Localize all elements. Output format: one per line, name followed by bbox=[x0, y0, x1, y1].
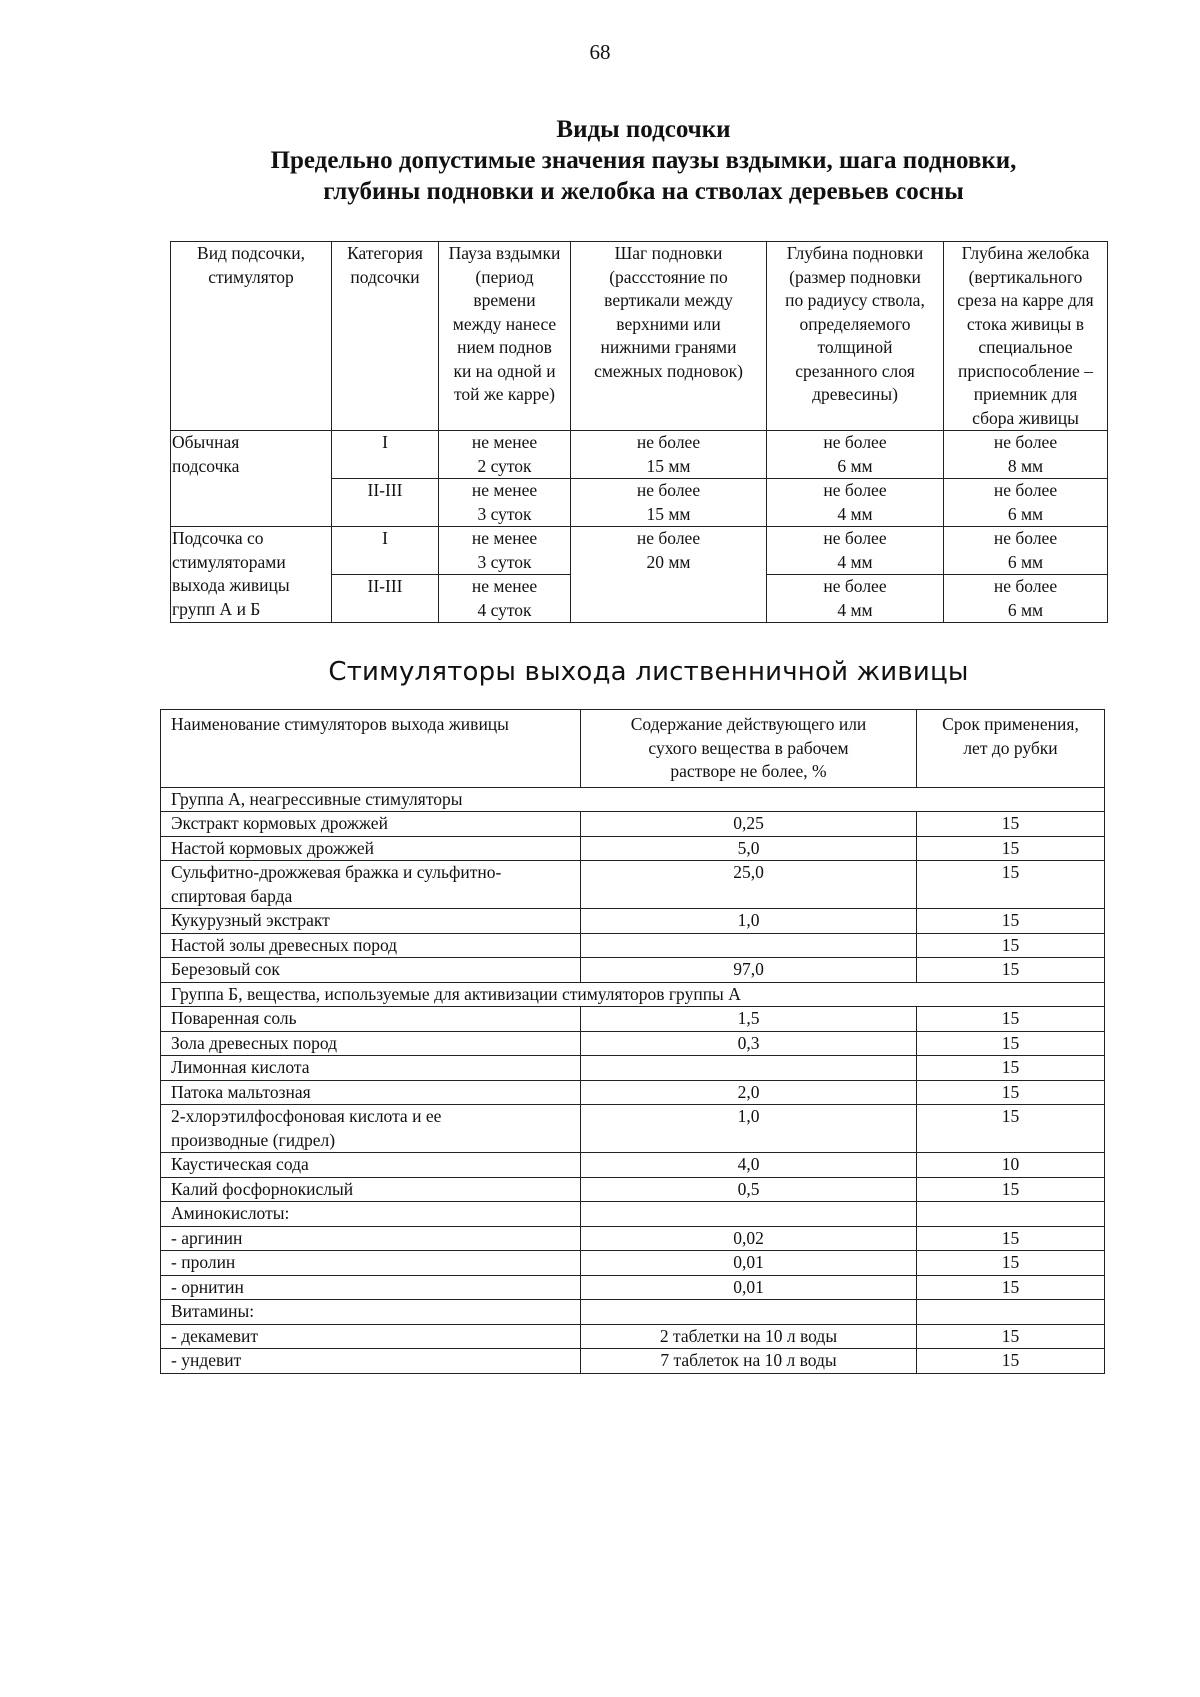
term-cell: 15 bbox=[917, 1349, 1105, 1374]
cell-line: по радиусу ствола, bbox=[785, 290, 925, 310]
table-row bbox=[161, 1031, 1105, 1056]
cell-line: выхода живицы bbox=[172, 575, 290, 595]
cell-line: спиртовая барда bbox=[171, 885, 293, 906]
cell-line: не более bbox=[636, 480, 701, 500]
cell-line: не более bbox=[993, 576, 1058, 596]
header-depth bbox=[767, 242, 944, 431]
stimulator-name-cell bbox=[161, 1226, 581, 1251]
table-row bbox=[161, 1275, 1105, 1300]
cell-line: не более bbox=[823, 528, 887, 548]
stimulator-name-cell bbox=[161, 1153, 581, 1178]
cell-line: Каустическая сода bbox=[171, 1154, 309, 1174]
pause-cell bbox=[439, 431, 571, 479]
cell-line: групп А и Б bbox=[172, 598, 261, 619]
cell-line: времени bbox=[473, 290, 536, 310]
cell-line: Аминокислоты: bbox=[171, 1203, 290, 1223]
cell-line: Поваренная соль bbox=[171, 1008, 297, 1028]
content-cell bbox=[581, 933, 917, 958]
table-row bbox=[161, 1300, 1105, 1325]
stimulator-name-cell bbox=[161, 1251, 581, 1276]
cell-line: 15 мм bbox=[646, 455, 691, 476]
cell-line: Подсочка со bbox=[172, 528, 264, 548]
cell-line: нижними гранями bbox=[600, 337, 737, 357]
stimulator-name-cell bbox=[161, 812, 581, 837]
term-cell: 10 bbox=[917, 1153, 1105, 1178]
cell-line: не более bbox=[993, 528, 1058, 548]
table-row bbox=[161, 836, 1105, 861]
category-cell: II-III bbox=[332, 575, 439, 623]
header-stimulator-name bbox=[161, 710, 581, 788]
cell-line: стока живицы в bbox=[966, 313, 1085, 334]
cell-line: (размер подновки bbox=[789, 266, 921, 287]
cell-line: стимуляторами bbox=[172, 551, 286, 572]
cell-line: (период bbox=[475, 266, 534, 287]
table-row bbox=[161, 1349, 1105, 1374]
cell-line: Пауза вздымки bbox=[448, 243, 561, 263]
cell-line: 6 мм bbox=[1007, 599, 1044, 620]
cell-line: Настой кормовых дрожжей bbox=[171, 837, 374, 858]
cell-line: не более bbox=[993, 480, 1058, 500]
table-row bbox=[161, 1202, 1105, 1227]
cell-line: толщиной bbox=[817, 337, 893, 357]
step-cell bbox=[571, 479, 767, 527]
cell-line: Шаг подновки bbox=[614, 243, 723, 263]
cell-line: 4 мм bbox=[837, 551, 873, 572]
cell-line: Глубина желобка bbox=[961, 243, 1090, 263]
cell-line: Вид подсочки, bbox=[197, 243, 305, 263]
group-row bbox=[161, 982, 1105, 1007]
cell-line: специальное bbox=[978, 337, 1073, 357]
cell-line: приспособление – bbox=[958, 360, 1093, 381]
cell-line: ки на одной и bbox=[453, 360, 556, 381]
pause-cell bbox=[439, 575, 571, 623]
cell-line: (вертикального bbox=[968, 266, 1083, 287]
term-cell: 15 bbox=[917, 836, 1105, 861]
group-label: Группа А, неагрессивные стимуляторы bbox=[161, 787, 1105, 812]
stimulators-table-body bbox=[161, 787, 1105, 1373]
cell-line: среза на карре для bbox=[957, 290, 1094, 310]
cell-line: 3 суток bbox=[477, 551, 532, 572]
stimulator-name-cell bbox=[161, 861, 581, 909]
term-cell: 15 bbox=[917, 1056, 1105, 1081]
cell-line: Березовый сок bbox=[171, 959, 280, 979]
category-cell: I bbox=[332, 527, 439, 575]
step-cell bbox=[571, 431, 767, 479]
term-cell: 15 bbox=[917, 861, 1105, 909]
content-cell bbox=[581, 1056, 917, 1081]
term-cell: 15 bbox=[917, 1105, 1105, 1153]
table-row bbox=[161, 958, 1105, 983]
cell-line: смежных подновок) bbox=[594, 360, 743, 381]
table-row bbox=[161, 1105, 1105, 1153]
cell-line: Наименование стимуляторов выхода живицы bbox=[171, 714, 509, 734]
content-cell: 2 таблетки на 10 л воды bbox=[581, 1324, 917, 1349]
cell-line: не менее bbox=[471, 432, 538, 452]
cell-line: нием поднов bbox=[457, 337, 552, 357]
cell-line: древесины) bbox=[812, 384, 898, 404]
title-line-2: Предельно допустимые значения паузы вздымки, шага подновки, bbox=[270, 147, 1017, 174]
stimulators-section-title: Стимуляторы выхода лиственничной живицы bbox=[328, 657, 969, 687]
cell-line: 4 мм bbox=[837, 503, 873, 524]
cell-line: 8 мм bbox=[1007, 455, 1044, 476]
pause-cell bbox=[439, 527, 571, 575]
stimulator-name-cell bbox=[161, 1300, 581, 1325]
stimulator-name-cell bbox=[161, 1202, 581, 1227]
term-cell: 15 bbox=[917, 1007, 1105, 1032]
content-cell: 7 таблеток на 10 л воды bbox=[581, 1349, 917, 1374]
cell-line: Сульфитно-дрожжевая бражка и сульфитно- bbox=[171, 862, 502, 882]
cell-line: лет до рубки bbox=[963, 737, 1058, 758]
term-cell bbox=[917, 1300, 1105, 1325]
table-row bbox=[161, 933, 1105, 958]
table-row bbox=[161, 812, 1105, 837]
cell-line: - орнитин bbox=[171, 1276, 244, 1297]
category-cell: II-III bbox=[332, 479, 439, 527]
pause-cell bbox=[439, 479, 571, 527]
content-cell bbox=[581, 1300, 917, 1325]
cell-line: (рассстояние по bbox=[609, 266, 728, 287]
cell-line: - декамевит bbox=[171, 1325, 258, 1346]
table-row bbox=[171, 431, 1108, 479]
tapping-type-cell bbox=[171, 431, 332, 527]
cell-line: Кукурузный экстракт bbox=[171, 910, 330, 930]
cell-line: определяемого bbox=[799, 313, 911, 334]
cell-line: Настой золы древесных пород bbox=[171, 934, 398, 955]
cell-line: Лимонная кислота bbox=[171, 1057, 310, 1077]
stimulator-name-cell bbox=[161, 1324, 581, 1349]
cell-line: Экстракт кормовых дрожжей bbox=[171, 813, 388, 833]
stimulator-name-cell bbox=[161, 1105, 581, 1153]
cell-line: между нанесе bbox=[452, 313, 557, 334]
stimulator-name-cell bbox=[161, 1349, 581, 1374]
stimulator-name-cell bbox=[161, 1007, 581, 1032]
term-cell: 15 bbox=[917, 1251, 1105, 1276]
cell-line: приемник для bbox=[973, 384, 1078, 404]
page-number: 68 bbox=[589, 40, 611, 64]
cell-line: не менее bbox=[471, 576, 538, 596]
stimulator-name-cell bbox=[161, 1275, 581, 1300]
header-category bbox=[332, 242, 439, 431]
groove-cell bbox=[944, 575, 1108, 623]
cell-line: верхними или bbox=[616, 313, 721, 334]
term-cell: 15 bbox=[917, 1226, 1105, 1251]
content-cell: 0,01 bbox=[581, 1251, 917, 1276]
cell-line: Зола древесных пород bbox=[171, 1032, 337, 1053]
cell-line: той же карре) bbox=[453, 384, 555, 404]
cell-line: 4 суток bbox=[477, 599, 532, 620]
stimulator-name-cell bbox=[161, 909, 581, 934]
stimulator-name-cell bbox=[161, 933, 581, 958]
table-row bbox=[161, 1153, 1105, 1178]
groove-cell bbox=[944, 527, 1108, 575]
category-cell: I bbox=[332, 431, 439, 479]
cell-line: не менее bbox=[471, 480, 538, 500]
stimulator-name-cell bbox=[161, 1177, 581, 1202]
cell-line: не более bbox=[636, 528, 701, 548]
table-row bbox=[161, 1177, 1105, 1202]
header-tapping-type bbox=[171, 242, 332, 431]
cell-line: производные (гидрел) bbox=[171, 1129, 336, 1150]
cell-line: вертикали между bbox=[604, 290, 733, 310]
content-cell: 0,3 bbox=[581, 1031, 917, 1056]
cell-line: Глубина подновки bbox=[786, 243, 924, 263]
content-cell: 0,5 bbox=[581, 1177, 917, 1202]
header-pause bbox=[439, 242, 571, 431]
term-cell: 15 bbox=[917, 1031, 1105, 1056]
stimulator-name-cell bbox=[161, 836, 581, 861]
table-header-row bbox=[171, 242, 1108, 431]
table-row bbox=[171, 527, 1108, 575]
term-cell bbox=[917, 1202, 1105, 1227]
table-row bbox=[161, 1226, 1105, 1251]
content-cell: 4,0 bbox=[581, 1153, 917, 1178]
stimulator-name-cell bbox=[161, 1031, 581, 1056]
cell-line: 6 мм bbox=[1007, 551, 1044, 572]
term-cell: 15 bbox=[917, 1324, 1105, 1349]
cell-line: Патока мальтозная bbox=[171, 1081, 311, 1102]
table-row bbox=[161, 1080, 1105, 1105]
groove-cell bbox=[944, 431, 1108, 479]
cell-line: Срок применения, bbox=[942, 714, 1079, 734]
content-cell: 1,5 bbox=[581, 1007, 917, 1032]
cell-line: Калий фосфорнокислый bbox=[171, 1178, 354, 1199]
cell-line: 20 мм bbox=[646, 551, 691, 572]
cell-line: сухого вещества в рабочем bbox=[648, 737, 849, 758]
content-cell: 5,0 bbox=[581, 836, 917, 861]
cell-line: подсочки bbox=[350, 266, 420, 287]
cell-line: не более bbox=[823, 576, 887, 596]
header-content bbox=[581, 710, 917, 788]
cell-line: - аргинин bbox=[171, 1227, 243, 1248]
cell-line: не более bbox=[636, 432, 701, 452]
cell-line: - пролин bbox=[171, 1252, 236, 1272]
tapping-types-table bbox=[170, 241, 1108, 623]
content-cell: 0,01 bbox=[581, 1275, 917, 1300]
stimulator-name-cell bbox=[161, 1080, 581, 1105]
cell-line: стимулятор bbox=[208, 266, 294, 287]
groove-cell bbox=[944, 479, 1108, 527]
header-groove bbox=[944, 242, 1108, 431]
cell-line: подсочка bbox=[172, 455, 240, 476]
document-title bbox=[160, 114, 1127, 207]
content-cell: 0,02 bbox=[581, 1226, 917, 1251]
content-cell: 0,25 bbox=[581, 812, 917, 837]
table-row bbox=[161, 861, 1105, 909]
content-cell: 2,0 bbox=[581, 1080, 917, 1105]
cell-line: не более bbox=[823, 480, 887, 500]
group-label: Группа Б, вещества, используемые для активизации стимуляторов группы А bbox=[161, 982, 1105, 1007]
group-row bbox=[161, 787, 1105, 812]
content-cell: 1,0 bbox=[581, 909, 917, 934]
term-cell: 15 bbox=[917, 909, 1105, 934]
table-row bbox=[161, 1324, 1105, 1349]
cell-line: Витамины: bbox=[171, 1301, 255, 1321]
cell-line: не более bbox=[993, 432, 1058, 452]
content-cell: 1,0 bbox=[581, 1105, 917, 1153]
header-term bbox=[917, 710, 1105, 788]
tapping-type-cell bbox=[171, 527, 332, 623]
term-cell: 15 bbox=[917, 812, 1105, 837]
cell-line: Категория bbox=[347, 243, 423, 263]
cell-line: растворе не более, % bbox=[670, 761, 827, 781]
cell-line: 2 суток bbox=[477, 455, 532, 476]
cell-line: 3 суток bbox=[477, 503, 532, 524]
table-header-row bbox=[161, 710, 1105, 788]
depth-cell bbox=[767, 431, 944, 479]
term-cell: 15 bbox=[917, 1080, 1105, 1105]
cell-line: 6 мм bbox=[1007, 503, 1044, 524]
title-line-3: глубины подновки и желобка на стволах деревьев сосны bbox=[323, 178, 964, 205]
content-cell: 97,0 bbox=[581, 958, 917, 983]
header-step bbox=[571, 242, 767, 431]
term-cell: 15 bbox=[917, 958, 1105, 983]
cell-line: сбора живицы bbox=[972, 407, 1079, 428]
term-cell: 15 bbox=[917, 1177, 1105, 1202]
table-row bbox=[161, 1007, 1105, 1032]
depth-cell bbox=[767, 479, 944, 527]
stimulators-table bbox=[160, 709, 1105, 1374]
title-line-1: Виды подсочки bbox=[556, 116, 731, 143]
depth-cell bbox=[767, 575, 944, 623]
content-cell bbox=[581, 1202, 917, 1227]
step-cell bbox=[571, 527, 767, 623]
cell-line: Обычная bbox=[172, 432, 240, 452]
cell-line: - ундевит bbox=[171, 1350, 242, 1370]
cell-line: не более bbox=[823, 432, 887, 452]
cell-line: срезанного слоя bbox=[795, 360, 915, 381]
stimulator-name-cell bbox=[161, 958, 581, 983]
cell-line: 6 мм bbox=[837, 455, 873, 476]
term-cell: 15 bbox=[917, 1275, 1105, 1300]
cell-line: 4 мм bbox=[837, 599, 873, 620]
cell-line: Содержание действующего или bbox=[630, 714, 867, 734]
content-cell: 25,0 bbox=[581, 861, 917, 909]
term-cell: 15 bbox=[917, 933, 1105, 958]
cell-line: 2-хлорэтилфосфоновая кислота и ее bbox=[171, 1106, 442, 1126]
table-row bbox=[161, 1056, 1105, 1081]
table-row bbox=[161, 909, 1105, 934]
stimulator-name-cell bbox=[161, 1056, 581, 1081]
table-row bbox=[161, 1251, 1105, 1276]
cell-line: 15 мм bbox=[646, 503, 691, 524]
depth-cell bbox=[767, 527, 944, 575]
cell-line: не менее bbox=[471, 528, 538, 548]
